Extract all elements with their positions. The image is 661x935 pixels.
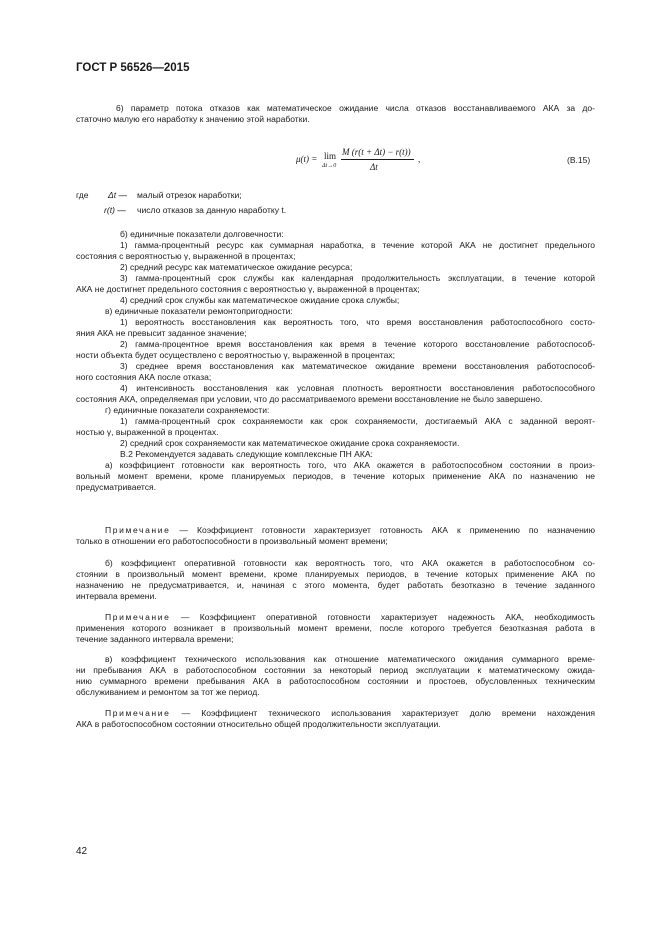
list-heading: г) единичные показатели сохраняемости: xyxy=(105,405,270,415)
note-text: течение заданного интервала времени; xyxy=(76,634,234,644)
list-item: предусматривается. xyxy=(76,482,157,492)
note-operational-readiness xyxy=(76,612,595,645)
list-item: вольный момент времени, кроме планируемых периодов, в течение которых применение АКА по назначению не xyxy=(76,471,595,481)
page-number: 42 xyxy=(76,846,88,857)
list-item: 1) гамма-процентный ресурс как суммарная наработка, в течение которой АКА не достигнет предельного xyxy=(120,240,595,250)
formula-comma: , xyxy=(418,154,421,164)
where-rt-text: число отказов за данную наработку t. xyxy=(137,205,287,215)
formula-lhs: μ(t) = xyxy=(296,154,318,164)
text-line: ни пребывания АКА в работоспособном состоянии за некоторый период эксплуатации к математическому ожида- xyxy=(76,665,595,675)
text-line: статочно малую его наработку к значению этой наработки. xyxy=(76,114,310,124)
text-line: нию суммарного времени пребывания АКА в работоспособном состоянии и простоев, обусловленных техническим xyxy=(76,676,595,686)
note-label: Примечание xyxy=(105,612,171,622)
where-rt-symbol: r(t) — xyxy=(104,205,126,215)
list-item: АКА не достигнет предельного состояния с вероятностью γ, выраженной в процентах; xyxy=(76,284,420,294)
list-item: 2) средний срок сохраняемости как математическое ожидание срока сохраняемости. xyxy=(120,438,460,448)
formula-fraction-bar xyxy=(341,159,414,160)
text-line: 6) параметр потока отказов как математическое ожидание числа отказов восстанавливаемого АКА за до- xyxy=(116,103,595,113)
list-item: 1) вероятность восстановления как вероятность того, что время восстановления работоспособного состо- xyxy=(120,317,595,327)
paragraph-operational-readiness xyxy=(76,558,595,602)
list-item: а) коэффициент готовности как вероятность того, что АКА окажется в работоспособном состоянии в произ- xyxy=(105,460,595,470)
list-item: 3) гамма-процентный срок службы как календарная продолжительность эксплуатации, в течение которой xyxy=(120,273,595,283)
formula-lim: lim xyxy=(324,151,337,161)
note-technical-utilization xyxy=(76,708,595,730)
list-heading: б) единичные показатели долговечности: xyxy=(120,229,284,239)
list-item: 2) гамма-процентное время восстановления как время в течение которого восстановление работоспособ- xyxy=(120,339,595,349)
note-label: Примечание xyxy=(105,708,171,718)
where-dt-text: малый отрезок наработки; xyxy=(137,190,242,200)
where-dt-symbol: Δt — xyxy=(108,190,128,200)
note-text: — Коэффициент оперативной готовности характеризует надежность АКА, необходимость xyxy=(180,612,595,622)
text-line: стоянии в произвольный момент времени, кроме планируемых периодов, в течение которых применение АКА по xyxy=(76,569,595,579)
list-item: 2) средний ресурс как математическое ожидание ресурса; xyxy=(120,262,353,272)
paragraph-flow-parameter xyxy=(76,103,595,125)
list-item: состояния АКА, определяемая при условии, что до рассматриваемого времени восстановление не было завершено. xyxy=(76,394,543,404)
formula-lim-subscript: Δt→0 xyxy=(322,163,337,169)
text-line: обслуживанием и ремонтом за тот же период. xyxy=(76,687,260,697)
text-line: интервала времени. xyxy=(76,591,157,601)
formula-denominator: Δt xyxy=(370,162,378,172)
note-text: — Коэффициент технического использования характеризует долю времени нахождения xyxy=(181,708,595,718)
text-line: в) коэффициент технического использования как отношение математического ожидания суммарного време- xyxy=(105,654,595,664)
note-text: только в отношении его работоспособности в произвольный момент времени; xyxy=(76,536,388,546)
list-item: ности объекта будет осуществлено с вероятностью γ, выраженной в процентах; xyxy=(76,350,395,360)
list-item: ного состояния АКА после отказа; xyxy=(76,372,212,382)
list-item: состояния с вероятностью γ, выраженной в процентах; xyxy=(76,251,296,261)
where-label: где xyxy=(76,190,89,200)
text-line: б) коэффициент оперативной готовности как вероятность того, что АКА окажется в работоспособном со- xyxy=(105,558,595,568)
formula-numerator: M (r(t + Δt) − r(t)) xyxy=(342,147,411,157)
document-header: ГОСТ Р 56526—2015 xyxy=(76,62,190,74)
equation-number: (В.15) xyxy=(567,155,591,165)
reliability-indicators-list xyxy=(76,229,595,493)
note-label: Примечание xyxy=(105,525,171,535)
list-item: яния АКА не превысит заданное значение; xyxy=(76,328,247,338)
list-item: 4) средний срок службы как математическое ожидание срока службы; xyxy=(120,295,400,305)
text-line: назначению не предусматривается, и, начиная с этого момента, будет работать безотказно в течение заданного xyxy=(76,580,595,590)
list-item: ностью γ, выраженной в процентах. xyxy=(76,427,219,437)
note-text: — Коэффициент готовности характеризует готовность АКА к применению по назначению xyxy=(179,525,595,535)
formula-b15 xyxy=(296,143,446,175)
note-text: АКА в работоспособном состоянии относительно общей продолжительности эксплуатации. xyxy=(76,719,441,729)
list-item: 1) гамма-процентный срок сохраняемости как срок сохраняемости, достигаемый АКА с заданной вероят- xyxy=(120,416,595,426)
section-b2-heading: В.2 Рекомендуется задавать следующие комплексные ПН АКА: xyxy=(120,449,373,459)
list-item: 3) среднее время восстановления как математическое ожидание времени восстановления работоспособ- xyxy=(120,361,595,371)
paragraph-technical-utilization xyxy=(76,654,595,698)
note-availability xyxy=(76,525,595,547)
list-heading: в) единичные показатели ремонтопригодности: xyxy=(105,306,293,316)
note-text: применения которого возникает в произвольный момент времени, после которого требуется безотказная работа в xyxy=(76,623,595,633)
list-item: 4) интенсивность восстановления как условная плотность вероятности восстановления работоспособного xyxy=(120,383,595,393)
